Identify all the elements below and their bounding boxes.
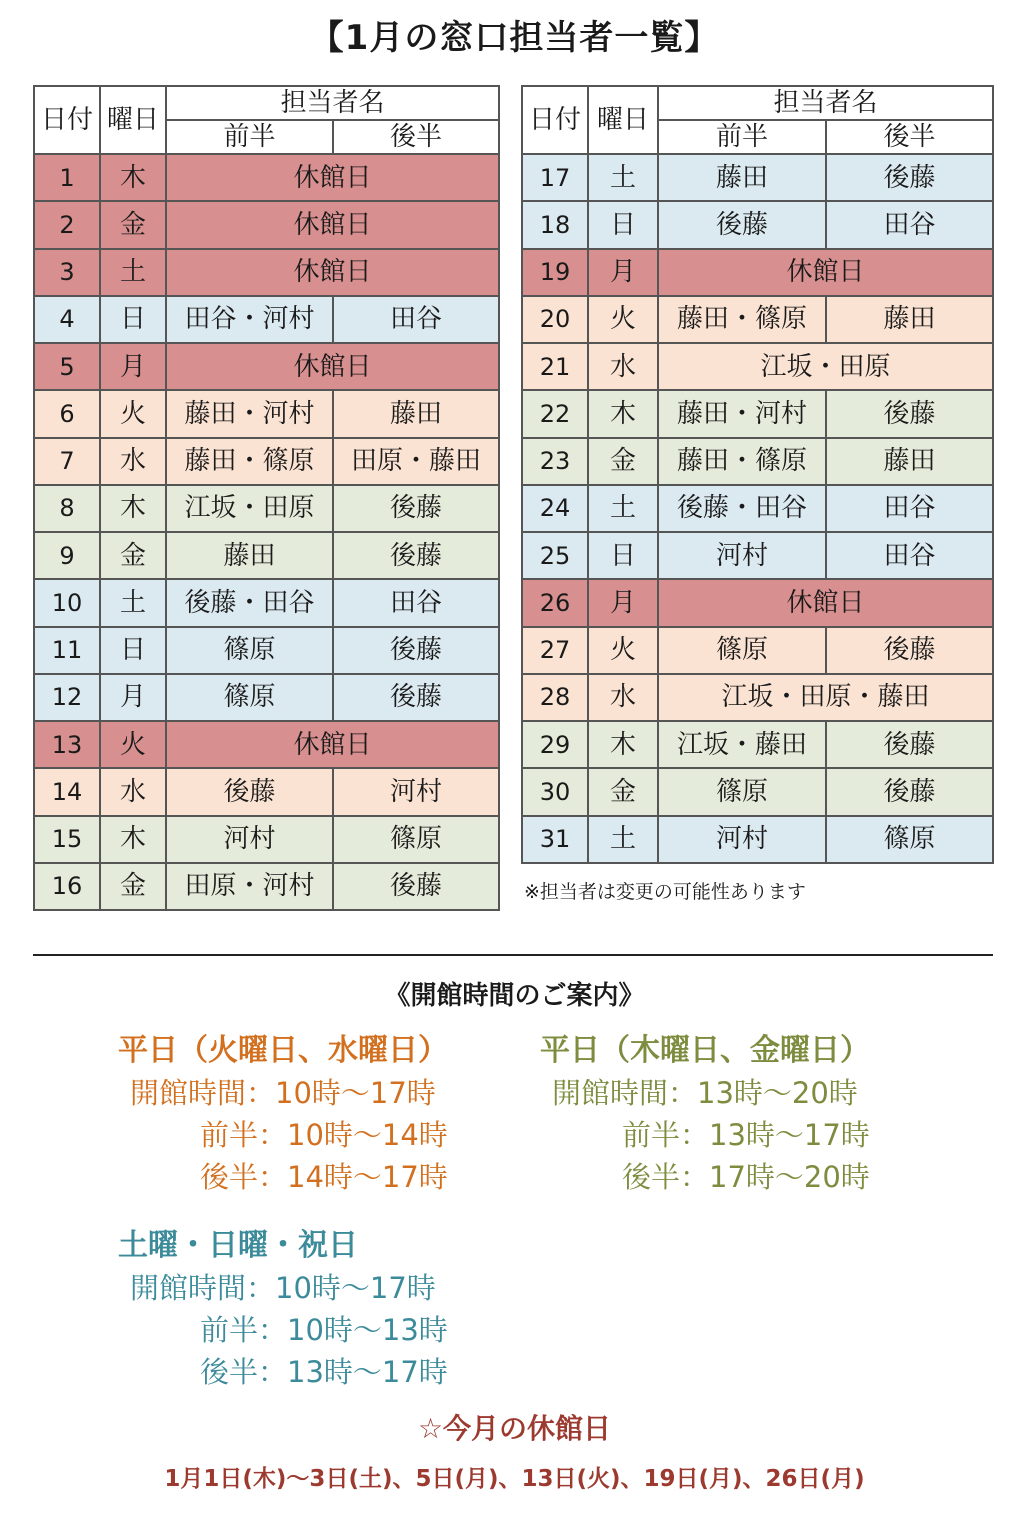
staff-full-cell: 休館日 xyxy=(166,249,499,296)
staff-full-cell: 休館日 xyxy=(658,579,993,626)
staff-first-cell: 河村 xyxy=(658,816,826,863)
day-cell: 火 xyxy=(100,721,166,768)
day-cell: 日 xyxy=(588,532,658,579)
date-cell: 22 xyxy=(522,390,588,437)
schedule-row xyxy=(34,721,499,768)
staff-first-cell: 藤田・篠原 xyxy=(658,296,826,343)
day-cell: 火 xyxy=(100,390,166,437)
schedule-row xyxy=(34,438,499,485)
schedule-row xyxy=(34,296,499,343)
staff-first-cell: 後藤・田谷 xyxy=(166,579,333,626)
change-note: ※担当者は変更の可能性あります xyxy=(524,881,806,903)
date-cell: 27 xyxy=(522,627,588,674)
date-cell: 7 xyxy=(34,438,100,485)
header-first-half: 前半 xyxy=(166,120,333,154)
header-day: 曜日 xyxy=(100,86,166,154)
day-cell: 水 xyxy=(588,343,658,390)
day-cell: 金 xyxy=(588,438,658,485)
staff-second-cell: 篠原 xyxy=(826,816,993,863)
day-cell: 火 xyxy=(588,296,658,343)
schedule-row xyxy=(522,249,993,296)
day-cell: 日 xyxy=(100,296,166,343)
schedule-row xyxy=(522,485,993,532)
hours-weekend-second: 後半：13時～17時 xyxy=(200,1355,448,1389)
day-cell: 金 xyxy=(100,201,166,248)
date-cell: 29 xyxy=(522,721,588,768)
staff-second-cell: 後藤 xyxy=(826,721,993,768)
staff-first-cell: 篠原 xyxy=(658,768,826,815)
schedule-row xyxy=(522,627,993,674)
date-cell: 18 xyxy=(522,201,588,248)
date-cell: 3 xyxy=(34,249,100,296)
schedule-row xyxy=(522,343,993,390)
staff-first-cell: 田谷・河村 xyxy=(166,296,333,343)
day-cell: 日 xyxy=(100,627,166,674)
date-cell: 30 xyxy=(522,768,588,815)
staff-first-cell: 藤田・河村 xyxy=(166,390,333,437)
staff-first-cell: 後藤 xyxy=(658,201,826,248)
schedule-row xyxy=(522,768,993,815)
schedule-body-right xyxy=(522,154,993,863)
schedule-row xyxy=(522,674,993,721)
date-cell: 13 xyxy=(34,721,100,768)
schedule-row xyxy=(34,627,499,674)
schedule-row xyxy=(522,721,993,768)
header-first-half: 前半 xyxy=(658,120,826,154)
schedule-row xyxy=(34,816,499,863)
staff-first-cell: 河村 xyxy=(166,816,333,863)
staff-full-cell: 休館日 xyxy=(166,201,499,248)
date-cell: 14 xyxy=(34,768,100,815)
staff-first-cell: 江坂・田原 xyxy=(166,485,333,532)
day-cell: 月 xyxy=(100,343,166,390)
staff-second-cell: 田谷 xyxy=(333,296,499,343)
hours-weekend xyxy=(118,1225,448,1393)
staff-second-cell: 後藤 xyxy=(333,532,499,579)
staff-first-cell: 藤田・河村 xyxy=(658,390,826,437)
staff-first-cell: 藤田 xyxy=(658,154,826,201)
divider xyxy=(33,954,993,956)
schedule-row xyxy=(34,249,499,296)
hours-thufri-open: 開館時間：13時～20時 xyxy=(552,1076,858,1110)
day-cell: 木 xyxy=(100,154,166,201)
schedule-table-left xyxy=(33,85,500,911)
schedule-row xyxy=(522,532,993,579)
hours-weekend-first: 前半：10時～13時 xyxy=(200,1313,448,1347)
staff-second-cell: 藤田 xyxy=(826,438,993,485)
header-second-half: 後半 xyxy=(826,120,993,154)
staff-first-cell: 後藤 xyxy=(166,768,333,815)
day-cell: 金 xyxy=(100,863,166,910)
staff-first-cell: 篠原 xyxy=(658,627,826,674)
date-cell: 6 xyxy=(34,390,100,437)
day-cell: 月 xyxy=(588,249,658,296)
date-cell: 8 xyxy=(34,485,100,532)
header-date: 日付 xyxy=(522,86,588,154)
hours-thufri-first: 前半：13時～17時 xyxy=(622,1118,870,1152)
staff-second-cell: 篠原 xyxy=(333,816,499,863)
header-second-half: 後半 xyxy=(333,120,499,154)
date-cell: 1 xyxy=(34,154,100,201)
staff-first-cell: 後藤・田谷 xyxy=(658,485,826,532)
schedule-row xyxy=(34,768,499,815)
date-cell: 19 xyxy=(522,249,588,296)
hours-thufri-heading: 平日（木曜日、金曜日） xyxy=(540,1033,870,1068)
day-cell: 土 xyxy=(588,816,658,863)
date-cell: 31 xyxy=(522,816,588,863)
hours-tuewed xyxy=(118,1030,448,1198)
schedule-row xyxy=(34,390,499,437)
date-cell: 23 xyxy=(522,438,588,485)
day-cell: 水 xyxy=(100,438,166,485)
date-cell: 26 xyxy=(522,579,588,626)
staff-second-cell: 河村 xyxy=(333,768,499,815)
staff-second-cell: 後藤 xyxy=(826,627,993,674)
hours-tuewed-open: 開館時間：10時～17時 xyxy=(130,1076,436,1110)
staff-second-cell: 後藤 xyxy=(333,863,499,910)
schedule-row xyxy=(522,390,993,437)
date-cell: 9 xyxy=(34,532,100,579)
day-cell: 木 xyxy=(100,485,166,532)
header-staff: 担当者名 xyxy=(166,86,499,120)
staff-first-cell: 藤田 xyxy=(166,532,333,579)
staff-second-cell: 後藤 xyxy=(826,154,993,201)
day-cell: 水 xyxy=(588,674,658,721)
schedule-row xyxy=(522,296,993,343)
schedule-row xyxy=(34,485,499,532)
staff-second-cell: 藤田 xyxy=(826,296,993,343)
staff-first-cell: 田原・河村 xyxy=(166,863,333,910)
schedule-row xyxy=(522,154,993,201)
day-cell: 木 xyxy=(588,390,658,437)
day-cell: 火 xyxy=(588,627,658,674)
day-cell: 日 xyxy=(588,201,658,248)
schedule-row xyxy=(34,579,499,626)
date-cell: 20 xyxy=(522,296,588,343)
date-cell: 4 xyxy=(34,296,100,343)
staff-full-cell: 江坂・田原・藤田 xyxy=(658,674,993,721)
staff-first-cell: 藤田・篠原 xyxy=(658,438,826,485)
schedule-row xyxy=(34,532,499,579)
day-cell: 月 xyxy=(588,579,658,626)
schedule-row xyxy=(34,343,499,390)
hours-weekend-heading: 土曜・日曜・祝日 xyxy=(118,1228,358,1263)
hours-tuewed-first: 前半：10時～14時 xyxy=(200,1118,448,1152)
date-cell: 5 xyxy=(34,343,100,390)
day-cell: 土 xyxy=(100,249,166,296)
date-cell: 16 xyxy=(34,863,100,910)
date-cell: 10 xyxy=(34,579,100,626)
staff-first-cell: 篠原 xyxy=(166,627,333,674)
staff-first-cell: 江坂・藤田 xyxy=(658,721,826,768)
date-cell: 12 xyxy=(34,674,100,721)
staff-second-cell: 後藤 xyxy=(826,390,993,437)
day-cell: 金 xyxy=(588,768,658,815)
header-staff: 担当者名 xyxy=(658,86,993,120)
staff-second-cell: 後藤 xyxy=(826,768,993,815)
day-cell: 土 xyxy=(588,485,658,532)
staff-first-cell: 藤田・篠原 xyxy=(166,438,333,485)
schedule-body-left xyxy=(34,154,499,910)
staff-second-cell: 後藤 xyxy=(333,674,499,721)
schedule-row xyxy=(34,674,499,721)
staff-second-cell: 田谷 xyxy=(333,579,499,626)
hours-weekend-open: 開館時間：10時～17時 xyxy=(130,1271,436,1305)
date-cell: 11 xyxy=(34,627,100,674)
schedule-row xyxy=(34,154,499,201)
staff-full-cell: 休館日 xyxy=(166,343,499,390)
staff-second-cell: 田原・藤田 xyxy=(333,438,499,485)
date-cell: 24 xyxy=(522,485,588,532)
header-day: 曜日 xyxy=(588,86,658,154)
staff-second-cell: 田谷 xyxy=(826,532,993,579)
date-cell: 2 xyxy=(34,201,100,248)
schedule-row xyxy=(522,816,993,863)
staff-second-cell: 田谷 xyxy=(826,485,993,532)
hours-tuewed-heading: 平日（火曜日、水曜日） xyxy=(118,1033,448,1068)
closed-days-title: ☆今月の休館日 xyxy=(417,1412,612,1445)
staff-first-cell: 河村 xyxy=(658,532,826,579)
day-cell: 金 xyxy=(100,532,166,579)
date-cell: 28 xyxy=(522,674,588,721)
schedule-row xyxy=(522,201,993,248)
hours-tuewed-second: 後半：14時～17時 xyxy=(200,1160,448,1194)
schedule-row xyxy=(34,863,499,910)
staff-second-cell: 後藤 xyxy=(333,485,499,532)
schedule-row xyxy=(522,438,993,485)
closed-days-list: 1月1日(木)～3日(土)、5日(月)、13日(火)、19日(月)、26日(月) xyxy=(164,1466,865,1492)
hours-title: 《開館時間のご案内》 xyxy=(384,981,645,1011)
day-cell: 木 xyxy=(100,816,166,863)
staff-full-cell: 休館日 xyxy=(658,249,993,296)
staff-full-cell: 休館日 xyxy=(166,154,499,201)
day-cell: 土 xyxy=(100,579,166,626)
staff-second-cell: 田谷 xyxy=(826,201,993,248)
date-cell: 17 xyxy=(522,154,588,201)
schedule-row xyxy=(522,579,993,626)
header-date: 日付 xyxy=(34,86,100,154)
hours-thufri-second: 後半：17時～20時 xyxy=(622,1160,870,1194)
staff-second-cell: 後藤 xyxy=(333,627,499,674)
date-cell: 21 xyxy=(522,343,588,390)
day-cell: 月 xyxy=(100,674,166,721)
day-cell: 木 xyxy=(588,721,658,768)
staff-full-cell: 江坂・田原 xyxy=(658,343,993,390)
staff-full-cell: 休館日 xyxy=(166,721,499,768)
schedule-table-right xyxy=(521,85,994,864)
schedule-row xyxy=(34,201,499,248)
day-cell: 土 xyxy=(588,154,658,201)
day-cell: 水 xyxy=(100,768,166,815)
hours-thufri xyxy=(540,1030,870,1198)
staff-second-cell: 藤田 xyxy=(333,390,499,437)
date-cell: 15 xyxy=(34,816,100,863)
date-cell: 25 xyxy=(522,532,588,579)
page-title: 【1月の窓口担当者一覧】 xyxy=(309,18,720,58)
staff-first-cell: 篠原 xyxy=(166,674,333,721)
